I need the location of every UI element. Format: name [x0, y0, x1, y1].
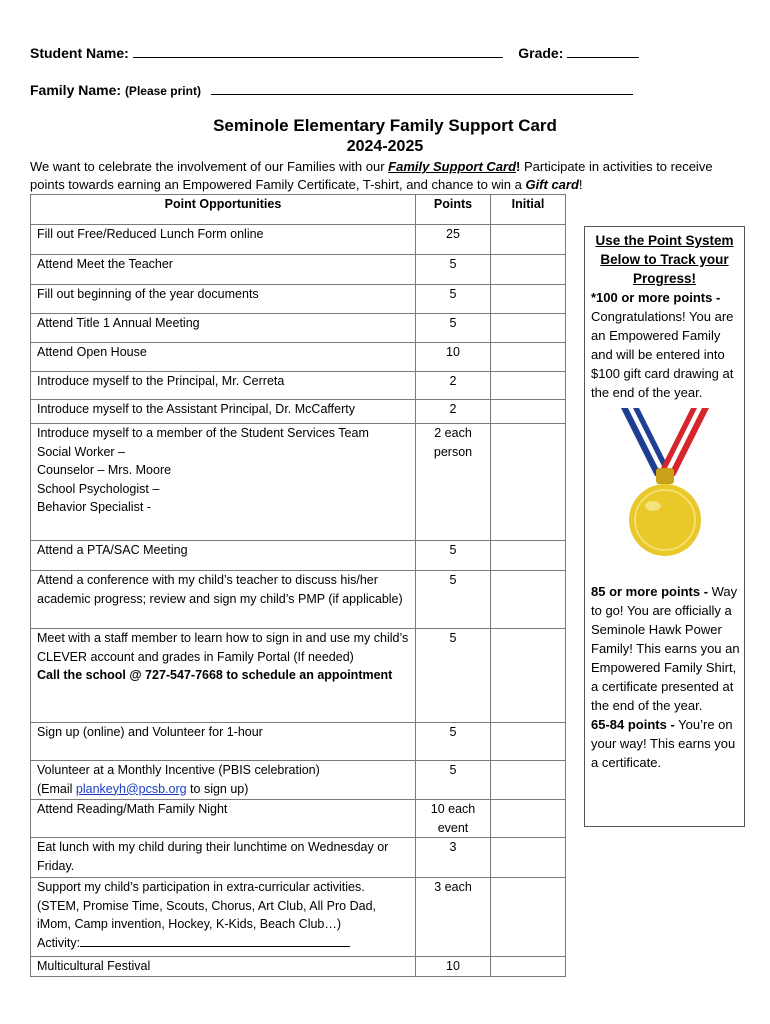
initial-cell[interactable]: [491, 957, 566, 977]
intro-end: !: [578, 177, 583, 192]
grade-label: Grade:: [518, 45, 564, 61]
points-cell: 5: [416, 255, 491, 285]
initial-cell[interactable]: [491, 571, 566, 629]
points-cell: 5: [416, 761, 491, 800]
opportunity-text: Attend Meet the Teacher: [37, 257, 173, 271]
email-prefix: (Email: [37, 781, 76, 796]
header-points: Points: [416, 195, 491, 225]
points-cell: 10 each event: [416, 800, 491, 838]
table-row: [31, 372, 566, 400]
intro-text-1: We want to celebrate the involvement of our Families with our: [30, 159, 389, 174]
family-name-note: (Please print): [124, 84, 201, 98]
opportunity-text: Behavior Specialist -: [37, 500, 151, 515]
family-name-field[interactable]: [211, 94, 633, 95]
opportunity-cell: [31, 800, 416, 838]
opportunity-cell: [31, 541, 416, 571]
table-row: [31, 800, 566, 838]
table-row: [31, 571, 566, 629]
header-initial: Initial: [491, 195, 566, 225]
points-cell: 10: [416, 957, 491, 977]
intro-gift-card: Gift card: [525, 177, 579, 192]
opportunity-cell: [31, 255, 416, 285]
opportunity-text: Attend Open House: [37, 345, 147, 359]
intro-text-2: Participate in activities to receive points towards earning an Empowered Family Certificate, T-shirt, and chance to win a: [30, 159, 713, 192]
progress-sidebar: [584, 226, 745, 827]
activity-field[interactable]: [80, 934, 350, 947]
initial-cell[interactable]: [491, 629, 566, 723]
initial-cell[interactable]: [491, 255, 566, 285]
opportunity-cell: [31, 761, 416, 800]
table-row: [31, 629, 566, 723]
initial-cell[interactable]: [491, 400, 566, 424]
initial-cell[interactable]: [491, 878, 566, 957]
table-row: [31, 878, 566, 957]
points-cell: 2: [416, 372, 491, 400]
intro-excl: !: [516, 159, 521, 174]
school-year: 2024-2025: [346, 138, 424, 155]
table-row: [31, 723, 566, 761]
call-school-note: Call the school @ 727-547-7668 to schedule an appointment: [37, 668, 393, 683]
opportunity-text: School Psychologist –: [37, 481, 160, 496]
opportunity-text: Fill out Free/Reduced Lunch Form online: [37, 227, 264, 241]
family-row: [30, 82, 633, 98]
opportunity-cell: [31, 838, 416, 878]
opportunity-text: Attend a PTA/SAC Meeting: [37, 543, 188, 557]
initial-cell[interactable]: [491, 372, 566, 400]
student-name-label: Student Name:: [30, 45, 129, 61]
initial-cell[interactable]: [491, 314, 566, 343]
opportunity-text: Multicultural Festival: [37, 959, 151, 974]
tier-85-65: [591, 582, 741, 772]
page-title: Seminole Elementary Family Support Card: [213, 116, 557, 135]
table-row: [31, 761, 566, 800]
opportunity-text: Attend Title 1 Annual Meeting: [37, 316, 200, 330]
student-row: [30, 45, 639, 61]
opportunity-text: Counselor – Mrs. Moore: [37, 463, 172, 478]
table-row: [31, 343, 566, 372]
points-cell: 5: [416, 571, 491, 629]
opportunity-cell: [31, 629, 416, 723]
opportunity-cell: [31, 343, 416, 372]
initial-cell[interactable]: [491, 285, 566, 314]
points-cell: 2: [416, 400, 491, 424]
opportunity-cell: [31, 372, 416, 400]
opportunity-text: Meet with a staff member to learn how to sign in and use my child’s CLEVER account and grades in Family Portal (If needed): [37, 631, 409, 664]
points-cell: 5: [416, 629, 491, 723]
opportunity-text: Volunteer at a Monthly Incentive (PBIS celebration): [37, 763, 320, 777]
intro-card-name: Family Support Card: [388, 159, 517, 174]
points-table: [30, 194, 566, 977]
email-link[interactable]: plankeyh@pcsb.org: [75, 781, 187, 796]
points-cell: 10: [416, 343, 491, 372]
opportunity-text: Introduce myself to the Principal, Mr. Cerreta: [37, 374, 285, 388]
points-cell: 5: [416, 285, 491, 314]
points-cell: 5: [416, 314, 491, 343]
tier-100: [591, 288, 738, 402]
points-cell: 2 each person: [416, 424, 491, 541]
points-cell: 25: [416, 225, 491, 255]
email-suffix: to sign up): [186, 781, 249, 796]
email-line: [37, 780, 409, 799]
family-name-label: Family Name:: [30, 82, 122, 98]
initial-cell[interactable]: [491, 838, 566, 878]
sidebar-heading: Use the Point System Below to Track your Progress!: [595, 233, 734, 286]
opportunity-text: Eat lunch with my child during their lunchtime on Wednesday or Friday.: [37, 840, 389, 873]
initial-cell[interactable]: [491, 723, 566, 761]
header-point-opportunities: Point Opportunities: [31, 195, 416, 225]
table-row: [31, 314, 566, 343]
medal-icon: [615, 408, 715, 558]
initial-cell[interactable]: [491, 541, 566, 571]
opportunity-cell: [31, 723, 416, 761]
tier-65-label: 65-84 points -: [591, 717, 675, 732]
table-row: [31, 285, 566, 314]
opportunity-cell: [31, 400, 416, 424]
table-row: [31, 541, 566, 571]
activity-label: Activity:: [37, 935, 81, 950]
tier-85-label: 85 or more points -: [591, 584, 709, 599]
points-cell: 3 each: [416, 878, 491, 957]
opportunity-cell: [31, 957, 416, 977]
opportunity-cell: [31, 225, 416, 255]
tier-85-text: Way to go! You are officially a Seminole Hawk Power Family! This earns you an Empowered Family Shirt, a certificate presented at the end of the year.: [591, 584, 740, 713]
opportunity-cell: [31, 878, 416, 957]
table-row: [31, 225, 566, 255]
table-row: [31, 424, 566, 541]
table-row: [31, 255, 566, 285]
opportunity-cell: [31, 424, 416, 541]
points-cell: 3: [416, 838, 491, 878]
initial-cell[interactable]: [491, 343, 566, 372]
initial-cell[interactable]: [491, 424, 566, 541]
opportunity-cell: [31, 314, 416, 343]
initial-cell[interactable]: [491, 800, 566, 838]
initial-cell[interactable]: [491, 225, 566, 255]
tier-100-text: Congratulations! You are an Empowered Family and will be entered into $100 gift card drawing at the end of the year.: [591, 309, 734, 400]
opportunity-text: Introduce myself to a member of the Student Services Team: [37, 426, 369, 440]
opportunity-text: Fill out beginning of the year documents: [37, 287, 259, 301]
points-cell: 5: [416, 723, 491, 761]
table-row: [31, 400, 566, 424]
opportunity-text: Introduce myself to the Assistant Principal, Dr. McCafferty: [37, 402, 355, 416]
points-cell: 5: [416, 541, 491, 571]
opportunity-text: Sign up (online) and Volunteer for 1-hour: [37, 725, 263, 739]
table-row: [31, 957, 566, 977]
student-name-field[interactable]: [133, 57, 503, 58]
opportunity-text: Attend a conference with my child’s teacher to discuss his/her academic progress; review and sign my child’s PMP (if applicable): [37, 573, 403, 606]
tier-100-label: *100 or more points -: [591, 290, 721, 305]
table-row: [31, 838, 566, 878]
opportunity-text: Attend Reading/Math Family Night: [37, 802, 228, 816]
activity-line: [37, 934, 409, 953]
intro-paragraph: [30, 158, 745, 194]
opportunity-cell: [31, 285, 416, 314]
tier-65-text: You’re on your way! This earns you a certificate.: [591, 717, 736, 770]
initial-cell[interactable]: [491, 761, 566, 800]
grade-field[interactable]: [567, 57, 639, 58]
opportunity-text: Social Worker –: [37, 444, 125, 459]
opportunity-cell: [31, 571, 416, 629]
opportunity-text: Support my child’s participation in extra-curricular activities. (STEM, Promise Time, Scouts, Chorus, Art Club, All Pro Dad, iMom, Camp invention, Hockey, K-Kids, Beach Club…): [37, 880, 376, 932]
